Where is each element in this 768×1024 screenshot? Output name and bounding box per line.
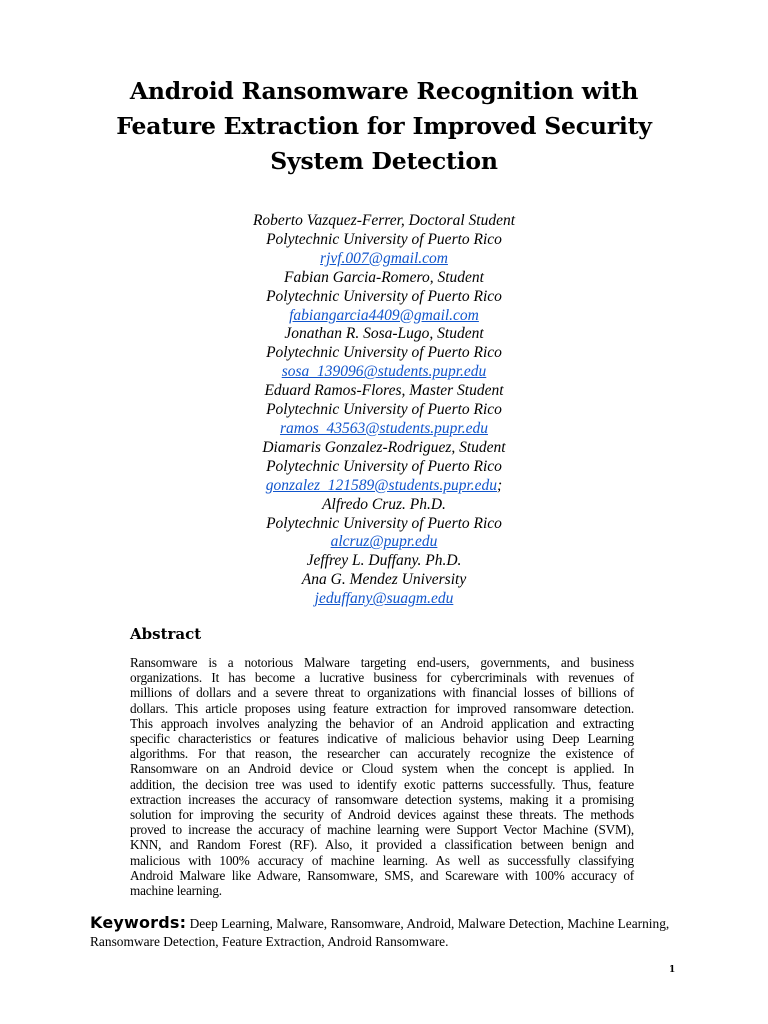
author-affiliation: Polytechnic University of Puerto Rico: [266, 230, 502, 248]
author-email-line: [134, 420, 634, 439]
abstract-line: specific characteristics or features indicative of malicious behavior using Deep Learning: [130, 731, 634, 747]
abstract-line: proved to increase the accuracy of machine learning were Support Vector Machine (SVM),: [130, 822, 634, 838]
title-line: Feature Extraction for Improved Security: [116, 112, 652, 140]
abstract-line: addition, the decision tree was used to identify exotic patterns successfully. Thus, feature: [130, 776, 634, 792]
author-email-link[interactable]: rjvf.007@gmail.com: [320, 249, 448, 267]
author-affiliation-line: [134, 515, 634, 534]
abstract-line: dollars. This article proposes using feature extraction for improved ransomware detection.: [130, 700, 634, 716]
author-affiliation: Polytechnic University of Puerto Rico: [266, 287, 502, 305]
abstract-line: solution for improving the security of Android devices against these threats. The methods: [130, 807, 634, 823]
author-email-link[interactable]: gonzalez_121589@students.pupr.edu: [265, 476, 498, 494]
abstract-line: extraction increases the accuracy of ransomware detection systems, making it a promising: [130, 791, 634, 807]
author-affiliation: Polytechnic University of Puerto Rico: [266, 344, 502, 362]
author-email-link[interactable]: sosa_139096@students.pupr.edu: [281, 363, 487, 381]
keywords-line: [90, 914, 680, 933]
title-line: System Detection: [270, 147, 498, 175]
email-suffix: ;: [497, 476, 503, 494]
author-email-line: [134, 363, 634, 382]
abstract-line: Ransomware on an Android device or Cloud system when the concept is applied. In: [130, 761, 634, 777]
author-name-line: [134, 212, 634, 231]
author-name-line: [134, 325, 634, 344]
author-email-link[interactable]: jeduffany@suagm.edu: [314, 590, 454, 608]
author-name: Fabian Garcia-Romero, Student: [284, 268, 484, 286]
abstract-line: machine learning.: [130, 883, 222, 899]
abstract-line: Ransomware is a notorious Malware targeting end-users, governments, and business: [130, 655, 634, 670]
title-line: Android Ransomware Recognition with: [129, 77, 639, 105]
author-name-line: [134, 439, 634, 458]
keywords-label: Keywords:: [90, 913, 187, 932]
author-affiliation: Polytechnic University of Puerto Rico: [266, 457, 502, 475]
keywords-section: [90, 914, 680, 951]
author-affiliation-line: [134, 458, 634, 477]
abstract-line: Android Malware like Adware, Ransomware, SMS, and Scareware with 100% accuracy of: [130, 867, 634, 883]
paper-title: [84, 74, 684, 179]
author-name: Diamaris Gonzalez-Rodriguez, Student: [262, 438, 506, 456]
author-email-line: [134, 250, 634, 269]
abstract-line: KNN, and Random Forest (RF). Also, it provided a classification between benign and: [130, 837, 634, 853]
author-affiliation-line: [134, 344, 634, 363]
abstract-body: [130, 655, 634, 898]
author-affiliation-line: [134, 288, 634, 307]
abstract-line: malicious with 100% accuracy of machine learning. As well as successfully classifying: [130, 852, 634, 868]
author-name: Jeffrey L. Duffany. Ph.D.: [306, 552, 462, 570]
author-block: [134, 212, 634, 609]
author-affiliation-line: [134, 231, 634, 250]
author-name-line: [134, 552, 634, 571]
abstract-line: organizations. It has become a lucrative business for cybercriminals with revenues of: [130, 670, 634, 686]
author-affiliation-line: [134, 401, 634, 420]
author-affiliation: Polytechnic University of Puerto Rico: [266, 514, 502, 532]
page-number: 1: [669, 965, 676, 975]
author-email-link[interactable]: fabiangarcia4409@gmail.com: [289, 306, 479, 324]
author-affiliation: Polytechnic University of Puerto Rico: [266, 401, 502, 419]
author-email-line: [134, 533, 634, 552]
author-email-line: [134, 307, 634, 326]
abstract-line: This approach involves analyzing the behavior of an Android application and extracting: [130, 715, 634, 731]
keywords-text: Deep Learning, Malware, Ransomware, Android, Malware Detection, Machine Learning,: [186, 916, 670, 931]
author-email-link[interactable]: ramos_43563@students.pupr.edu: [279, 419, 489, 437]
author-name-line: [134, 496, 634, 515]
author-email-line: [134, 477, 634, 496]
author-name: Jonathan R. Sosa-Lugo, Student: [284, 325, 484, 343]
abstract-heading: Abstract: [130, 625, 202, 643]
author-email-link[interactable]: alcruz@pupr.edu: [330, 533, 438, 551]
author-name-line: [134, 269, 634, 288]
author-name: Eduard Ramos-Flores, Master Student: [264, 382, 504, 400]
author-name: Roberto Vazquez-Ferrer, Doctoral Student: [252, 212, 516, 229]
keywords-line: Ransomware Detection, Feature Extraction, Android Ransomware.: [90, 934, 449, 949]
abstract-line: algorithms. For that reason, the researcher can accurately recognize the existence of: [130, 746, 634, 762]
author-name: Alfredo Cruz. Ph.D.: [322, 495, 446, 513]
author-affiliation: Ana G. Mendez University: [301, 571, 467, 589]
author-affiliation-line: [134, 571, 634, 590]
author-email-line: [134, 590, 634, 609]
author-name-line: [134, 382, 634, 401]
abstract-line: millions of dollars and a severe threat to organizations with financial losses of billions of: [130, 685, 634, 701]
